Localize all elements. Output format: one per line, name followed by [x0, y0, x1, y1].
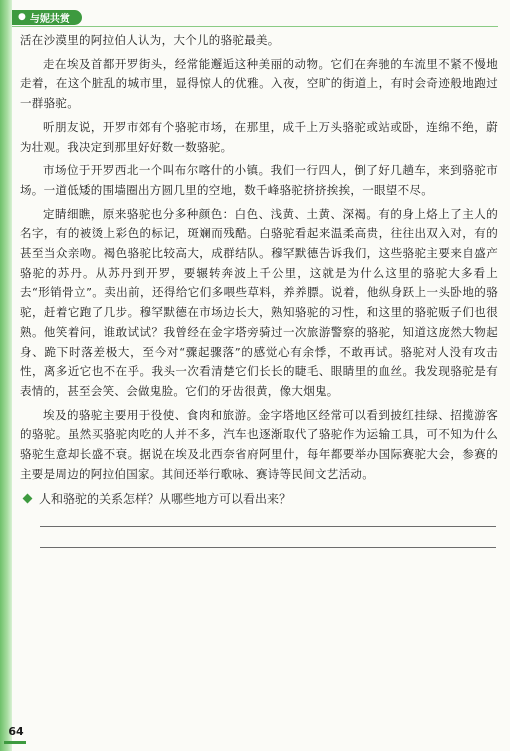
- article-body: [20, 31, 498, 507]
- paragraph-6: 埃及的骆驼主要用于役使、食肉和旅游。金字塔地区经常可以看到披红挂绿、招揽游客的骆驼。虽然买骆驼肉吃的人并不多，汽车也逐渐取代了骆驼作为运输工具，可不知为什么骆驼生意却长盛不衰。据说在埃及北西奈省府阿里什，每年都要举办国际赛驼大会，参赛的主要是周边的阿拉伯国家。其间还举行歌咏、赛诗等民间文艺活动。: [20, 407, 498, 481]
- answer-line-2[interactable]: [40, 547, 496, 548]
- paragraph-2: 走在埃及首都开罗街头，经常能邂逅这种美丽的动物。它们在奔驰的车流里不紧不慢地走着，在这个脏乱的城市里，显得惊人的优雅。入夜，空旷的街道上，有时会奇迹般地跑过一群骆驼。: [20, 56, 498, 111]
- page-number-bar: [4, 741, 26, 744]
- header-divider: [12, 26, 498, 27]
- paragraph-4: 市场位于开罗西北一个叫布尔喀什的小镇。我们一行四人，倒了好几趟车，来到骆驼市场。一道低矮的围墙圈出方圆几里的空地，数千峰骆驼挤挤挨挨，一眼望不尽。: [20, 163, 498, 197]
- diamond-bullet-icon: [23, 494, 33, 504]
- bullet-dot-icon: ●: [18, 12, 26, 22]
- paragraph-3: 听朋友说，开罗市郊有个骆驼市场，在那里，成千上万头骆驼或站或卧，连绵不绝，蔚为壮观。我决定到那里好好数一数骆驼。: [20, 119, 498, 154]
- section-tag: [12, 10, 82, 25]
- paragraph-5: 定睛细瞧，原来骆驼也分多种颜色：白色、浅黄、土黄、深褐。有的身上烙上了主人的名字，有的被烫上彩色的标记，斑斓而残酷。白骆驼看起来温柔高贵，往往出双入对，有的甚至当众亲吻。褐色骆驼比较高大，成群结队。穆罕默德告诉我们，这些骆驼主要来自盛产骆驼的苏丹。从苏丹到开罗，要辗转奔波上千公里，这就是为什么这里的骆驼大多看上去“形销骨立”。卖出前，还得给它们多喂些草料，养养膘。说着，他纵身跃上一头卧地的骆驼，赶着它跑了几步。穆罕默德在市场边长大，熟知骆驼的习性，和这里的骆驼贩子们也很熟。他笑着问，谁敢试试？我曾经在金字塔旁骑过一次旅游警察的骆驼，知道这庞然大物起身、跪下时落差极大，至今对“骤起骤落”的感觉心有余悸，不敢再试。骆驼对人没有攻击性，离多近它也不在乎。我头一次看清楚它们长长的睫毛、眼睛里的血丝。我发现骆驼是有表情的，甚至会笑、会做鬼脸。它们的牙齿很黄，像大烟鬼。: [20, 206, 498, 398]
- section-title: 与妮共赏: [29, 13, 70, 25]
- paragraph-1: 活在沙漠里的阿拉伯人认为，大个儿的骆驼最美。: [20, 33, 280, 47]
- answer-line-1[interactable]: [40, 526, 496, 527]
- discussion-question: [20, 490, 498, 507]
- section-header: [12, 8, 82, 26]
- question-text: 人和骆驼的关系怎样？从哪些地方可以看出来？: [39, 492, 292, 507]
- page-spine-band: [0, 0, 12, 751]
- page-number: 64: [8, 725, 24, 738]
